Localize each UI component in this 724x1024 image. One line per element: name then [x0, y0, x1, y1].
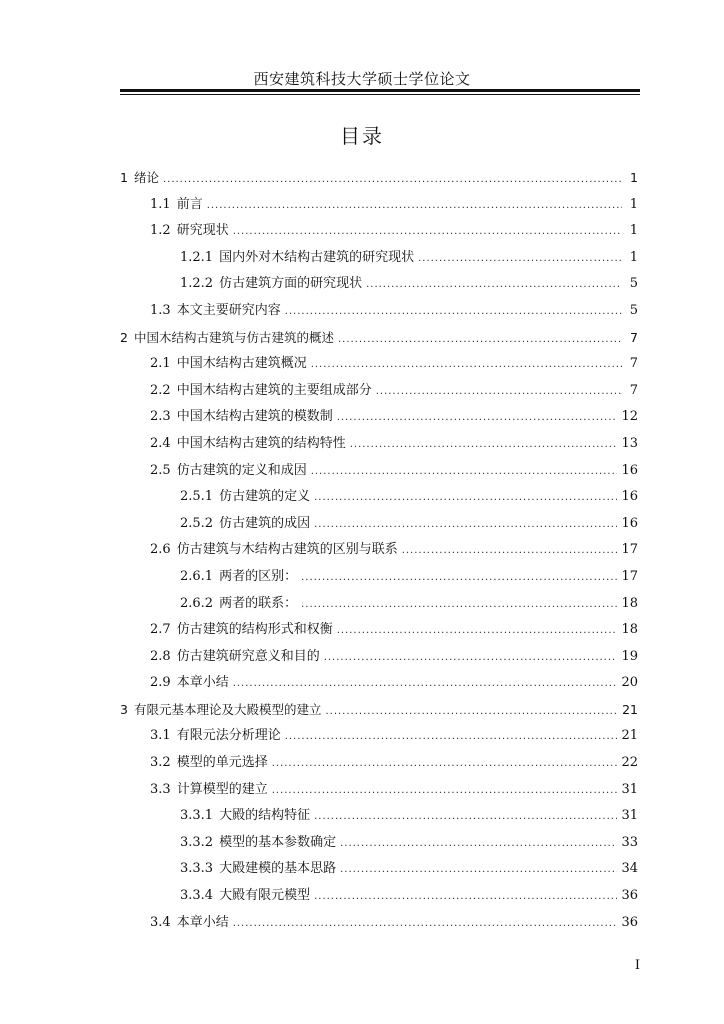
toc-entry[interactable] [120, 298, 638, 325]
toc-entry-number: 2.5 [150, 462, 171, 478]
toc-entry-number: 3.3.3 [180, 861, 214, 877]
toc-entry[interactable] [120, 644, 638, 671]
toc-entry-number: 2.5.1 [180, 489, 214, 505]
toc-entry-number: 2.7 [150, 622, 171, 638]
toc-entry[interactable] [120, 218, 638, 245]
toc-entry[interactable] [120, 537, 638, 564]
toc-entry-number: 3 [120, 701, 128, 717]
toc-entry-title: 中国木结构古建筑的主要组成部分 [176, 382, 372, 398]
toc-title: 目录 [340, 124, 384, 148]
toc-entry[interactable] [120, 723, 638, 750]
toc-entry-number: 2.5.2 [180, 515, 214, 531]
toc-dot-leader [285, 724, 618, 751]
header-rule-thick [120, 89, 640, 92]
toc-entry[interactable] [120, 351, 638, 378]
toc-entry-title: 中国木结构古建筑与仿古建筑的概述 [133, 329, 334, 345]
toc-entry[interactable] [120, 192, 638, 219]
toc-entry-number: 2.8 [150, 648, 171, 664]
toc-dot-leader [366, 272, 622, 299]
toc-entry-page: 21 [621, 728, 638, 744]
toc-dot-leader [311, 352, 622, 379]
toc-entry-title: 有限元基本理论及大殿模型的建立 [133, 701, 322, 717]
toc-dot-leader [340, 831, 617, 858]
toc-entry-title: 大殿有限元模型 [219, 888, 311, 904]
toc-entry[interactable] [120, 378, 638, 405]
toc-entry-page: 20 [621, 675, 638, 691]
toc-entry-number: 3.3.4 [180, 888, 214, 904]
toc-dot-leader [233, 671, 618, 698]
page-number: I [634, 958, 640, 973]
header-rule-thin [120, 94, 640, 95]
toc-entry-page: 36 [621, 888, 638, 904]
toc-entry-title: 仿古建筑的定义和成因 [176, 462, 307, 478]
toc-dot-leader [301, 565, 617, 592]
toc-entry-number: 2.3 [150, 409, 171, 425]
toc-entry-number: 1 [120, 170, 128, 185]
toc-entry[interactable] [120, 458, 638, 485]
toc-dot-leader [301, 592, 617, 619]
toc-entry-page: 5 [629, 276, 638, 292]
toc-dot-leader [337, 618, 618, 645]
toc-entry-title: 中国木结构古建筑的模数制 [176, 409, 333, 425]
toc-entry-number: 1.3 [150, 302, 171, 318]
toc-entry[interactable] [120, 245, 638, 272]
toc-entry[interactable] [120, 511, 638, 538]
toc-entry-number: 2.6.2 [180, 595, 214, 611]
toc-entry-title: 仿古建筑的成因 [219, 515, 311, 531]
toc-entry[interactable] [120, 404, 638, 431]
toc-entry-page: 13 [621, 435, 638, 451]
toc-entry-number: 2.2 [150, 382, 171, 398]
toc-dot-leader [163, 167, 622, 194]
toc-entry-title: 研究现状 [176, 223, 229, 239]
toc-dot-leader [314, 804, 617, 831]
toc-entry-number: 3.3.1 [180, 808, 214, 824]
toc-entry-page: 36 [621, 914, 638, 930]
toc-entry-number: 1.2.2 [180, 276, 214, 292]
toc-entry-number: 3.4 [150, 914, 171, 930]
toc-entry-title: 仿古建筑方面的研究现状 [219, 276, 363, 292]
toc-entry-number: 3.2 [150, 755, 171, 771]
toc-entry-page: 31 [621, 781, 638, 797]
toc-entry-page: 16 [621, 489, 638, 505]
toc-entry[interactable] [120, 670, 638, 697]
toc-entry-page: 7 [630, 329, 638, 345]
toc-entry-number: 1.1 [150, 196, 171, 212]
toc-entry-page: 33 [621, 834, 638, 850]
toc-entry-page: 1 [629, 223, 638, 239]
toc-dot-leader [233, 911, 618, 938]
toc-entry-page: 17 [621, 542, 638, 558]
toc-dot-leader [337, 405, 618, 432]
toc-entry-page: 18 [621, 595, 638, 611]
toc-dot-leader [314, 485, 617, 512]
toc-entry-number: 3.3 [150, 781, 171, 797]
toc-entry-title: 国内外对木结构古建筑的研究现状 [219, 249, 415, 265]
toc-entry-title: 两者的区别： [219, 568, 298, 584]
toc-entry-title: 中国木结构古建筑的结构特性 [176, 435, 346, 451]
toc-entry-page: 16 [621, 462, 638, 478]
toc-entry[interactable] [120, 803, 638, 830]
toc-dot-leader [340, 857, 617, 884]
toc-dot-leader [285, 299, 622, 326]
toc-dot-leader [314, 512, 617, 539]
toc-entry-page: 7 [629, 356, 638, 372]
toc-entry[interactable] [120, 697, 638, 724]
toc-entry-title: 中国木结构古建筑概况 [176, 356, 307, 372]
toc-entry-page: 1 [629, 196, 638, 212]
toc-entry-number: 2.6.1 [180, 568, 214, 584]
toc-entry[interactable] [120, 484, 638, 511]
toc-dot-leader [350, 432, 618, 459]
toc-entry-page: 12 [621, 409, 638, 425]
toc-dot-leader [314, 884, 617, 911]
toc-entry-title: 本章小结 [176, 914, 229, 930]
toc-entry-page: 21 [622, 701, 638, 717]
toc-entry-number: 3.1 [150, 728, 171, 744]
toc-entry-title: 计算模型的建立 [176, 781, 268, 797]
toc-entry[interactable] [120, 856, 638, 883]
table-of-contents [120, 165, 638, 936]
toc-dot-leader [325, 699, 618, 726]
toc-entry[interactable] [120, 617, 638, 644]
toc-entry-page: 16 [621, 515, 638, 531]
toc-entry-number: 1.2.1 [180, 249, 214, 265]
toc-dot-leader [233, 219, 622, 246]
toc-entry[interactable] [120, 910, 638, 937]
toc-entry-title: 大殿建模的基本思路 [219, 861, 337, 877]
toc-entry-title: 大殿的结构特征 [219, 808, 311, 824]
toc-entry-number: 2 [120, 329, 128, 345]
toc-entry[interactable] [120, 564, 638, 591]
toc-entry-page: 31 [621, 808, 638, 824]
toc-dot-leader [376, 379, 622, 406]
toc-entry[interactable] [120, 591, 638, 618]
running-header-title: 西安建筑科技大学硕士学位论文 [253, 70, 471, 88]
toc-entry-number: 2.6 [150, 542, 171, 558]
toc-dot-leader [207, 193, 622, 220]
toc-entry-number: 2.4 [150, 435, 171, 451]
toc-entry-title: 本章小结 [176, 675, 229, 691]
toc-entry[interactable] [120, 883, 638, 910]
toc-entry-page: 7 [629, 382, 638, 398]
toc-dot-leader [272, 778, 618, 805]
toc-entry-title: 仿古建筑的结构形式和权衡 [176, 622, 333, 638]
toc-entry[interactable] [120, 325, 638, 352]
toc-entry-number: 3.3.2 [180, 834, 214, 850]
toc-entry-number: 1.2 [150, 223, 171, 239]
toc-entry-page: 18 [621, 622, 638, 638]
toc-dot-leader [338, 327, 622, 354]
toc-dot-leader [272, 751, 618, 778]
toc-entry-page: 1 [630, 170, 638, 185]
toc-entry[interactable] [120, 271, 638, 298]
toc-entry-title: 有限元法分析理论 [176, 728, 281, 744]
toc-entry-title: 本文主要研究内容 [176, 302, 281, 318]
toc-entry-number: 2.1 [150, 356, 171, 372]
toc-entry-page: 17 [621, 568, 638, 584]
toc-entry[interactable] [120, 750, 638, 777]
toc-entry-title: 两者的联系： [219, 595, 298, 611]
toc-entry-title: 绪论 [133, 170, 159, 185]
toc-dot-leader [311, 459, 618, 486]
toc-entry[interactable] [120, 165, 638, 192]
toc-entry-title: 前言 [176, 196, 203, 212]
toc-entry-page: 34 [621, 861, 638, 877]
toc-entry-number: 2.9 [150, 675, 171, 691]
toc-entry-page: 19 [621, 648, 638, 664]
toc-dot-leader [402, 538, 618, 565]
toc-entry[interactable] [120, 830, 638, 857]
toc-entry-page: 5 [629, 302, 638, 318]
toc-entry[interactable] [120, 431, 638, 458]
toc-entry-title: 模型的基本参数确定 [219, 834, 337, 850]
toc-entry-title: 仿古建筑与木结构古建筑的区别与联系 [176, 542, 398, 558]
toc-entry-title: 仿古建筑研究意义和目的 [176, 648, 320, 664]
toc-entry-page: 22 [621, 755, 638, 771]
toc-dot-leader [418, 246, 622, 273]
toc-entry-title: 仿古建筑的定义 [219, 489, 311, 505]
toc-entry-page: 1 [629, 249, 638, 265]
toc-dot-leader [324, 645, 618, 672]
toc-entry-title: 模型的单元选择 [176, 755, 268, 771]
toc-entry[interactable] [120, 777, 638, 804]
